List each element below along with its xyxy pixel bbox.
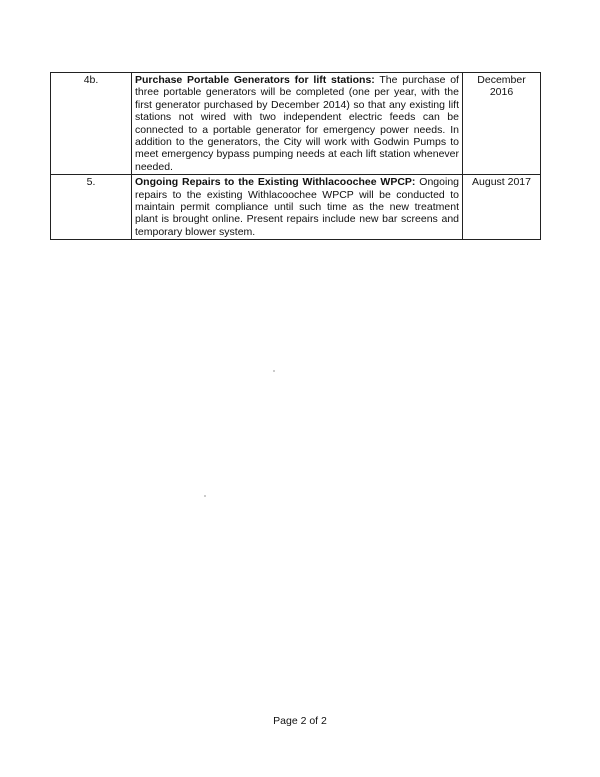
item-number: 4b. [51,73,132,175]
item-date: August 2017 [463,175,541,240]
item-title: Purchase Portable Generators for lift stations: [135,74,375,86]
schedule-table [50,72,541,240]
item-number: 5. [51,175,132,240]
item-date: December 2016 [463,73,541,175]
table-row [51,175,541,240]
scan-speck [204,495,206,497]
item-description [132,73,463,175]
item-title: Ongoing Repairs to the Existing Withlacoochee WPCP: [135,176,416,189]
page-number: Page 2 of 2 [273,715,327,727]
item-body: Ongoing repairs to the existing Withlacoochee WPCP will be conducted to maintain permit compliance until such time as the new treatment plant is brought online. Present repairs include new bar screens and temporary blower system. [135,176,459,238]
scan-speck [273,370,275,372]
item-body: The purchase of three portable generators will be completed (one per year, with the first generator purchased by December 2014) so that any existing lift stations not wired with two independent electric feeds can be connected to a portable generator for emergency power needs. In addition to the generators, the City will work with Godwin Pumps to meet emergency bypass pumping needs at each lift station whenever needed. [135,74,459,173]
item-description [132,175,463,240]
table-row [51,73,541,175]
